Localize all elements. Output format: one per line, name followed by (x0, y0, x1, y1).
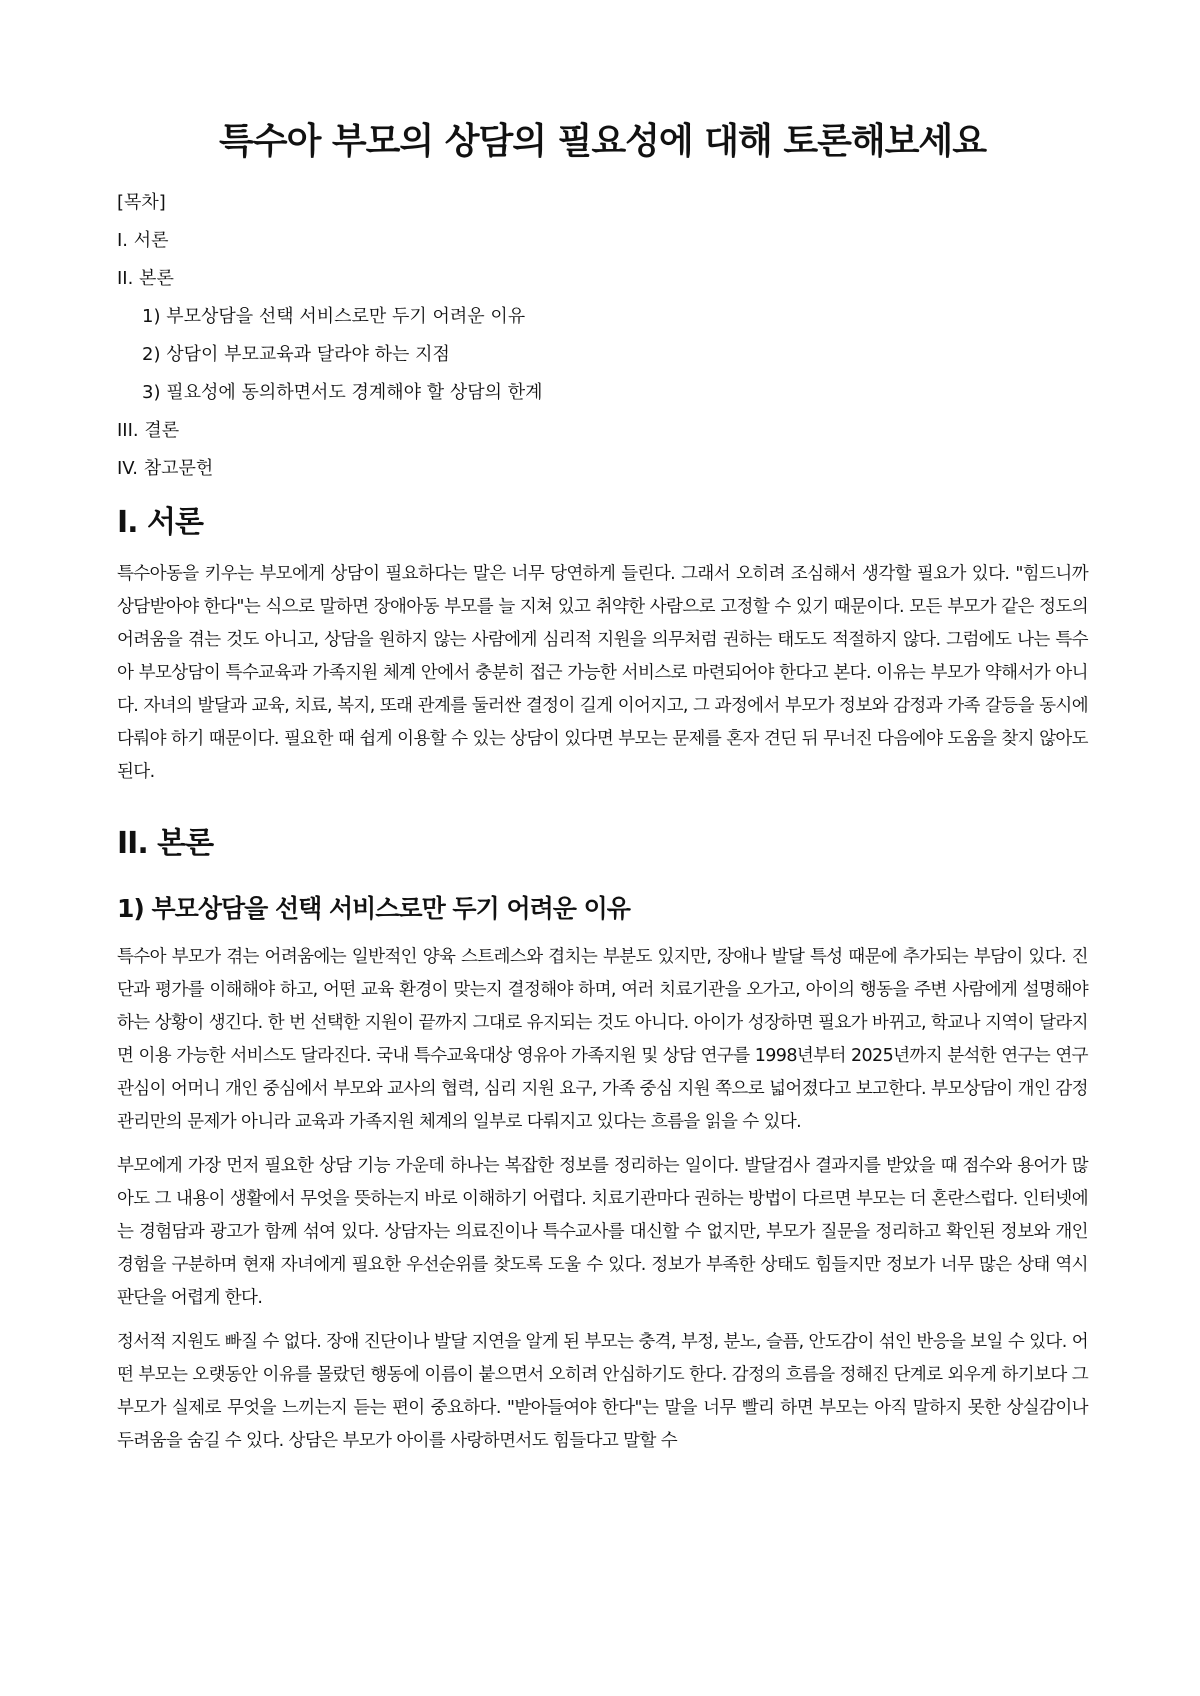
toc-item-conclusion: III. 결론 (117, 420, 180, 441)
section-heading-introduction: I. 서론 (117, 505, 203, 540)
section-heading-body: II. 본론 (117, 826, 214, 861)
toc-item-body: II. 본론 (117, 268, 174, 289)
toc-heading: [목차] (117, 192, 166, 213)
body-paragraph-2: 부모에게 가장 먼저 필요한 상담 기능 가운데 하나는 복잡한 정보를 정리하는 일이다. 발달검사 결과지를 받았을 때 점수와 용어가 많아도 그 내용이 생활에서 무엇을 뜻하는지 바로 이해하기 어렵다. 치료기관마다 권하는 방법이 다르면 부모는 더 혼란스럽다. 인터넷에는 경험담과 광고가 함께 섞여 있다. 상담자는 의료진이나 특수교사를 대신할 수 없지만, 부모가 질문을 정리하고 확인된 정보와 개인 경험을 구분하며 현재 자녀에게 필요한 우선순위를 찾도록 도울 수 있다. 정보가 부족한 상태도 힘들지만 정보가 너무 많은 상태 역시 판단을 어렵게 한다. (117, 1156, 1088, 1308)
section-spacer (117, 800, 1088, 814)
body-paragraph-1: 특수아 부모가 겪는 어려움에는 일반적인 양육 스트레스와 겹치는 부분도 있지만, 장애나 발달 특성 때문에 추가되는 부담이 있다. 진단과 평가를 이해해야 하고, 어떤 교육 환경이 맞는지 결정해야 하며, 여러 치료기관을 오가고, 아이의 행동을 주변 사람에게 설명해야 하는 상황이 생긴다. 한 번 선택한 지원이 끝까지 그대로 유지되는 것도 아니다. 아이가 성장하면 필요가 바뀌고, 학교나 지역이 달라지면 이용 가능한 서비스도 달라진다. 국내 특수교육대상 영유아 가족지원 및 상담 연구를 1998년부터 2025년까지 분석한 연구는 연구 관심이 어머니 개인 중심에서 부모와 교사의 협력, 심리 지원 요구, 가족 중심 지원 쪽으로 넓어졌다고 보고한다. 부모상담이 개인 감정 관리만의 문제가 아니라 교육과 가족지원 체계의 일부로 다뤄지고 있다는 흐름을 읽을 수 있다. (117, 947, 1088, 1132)
toc-item-references: IV. 참고문헌 (117, 458, 214, 479)
document-title: 특수아 부모의 상담의 필요성에 대해 토론해보세요 (219, 121, 986, 162)
subsection-heading-1: 1) 부모상담을 선택 서비스로만 두기 어려운 이유 (117, 894, 630, 923)
introduction-paragraph: 특수아동을 키우는 부모에게 상담이 필요하다는 말은 너무 당연하게 들린다. 그래서 오히려 조심해서 생각할 필요가 있다. "힘드니까 상담받아야 한다"는 식으로 말하면 장애아동 부모를 늘 지쳐 있고 취약한 사람으로 고정할 수 있기 때문이다. 모든 부모가 같은 정도의 어려움을 겪는 것도 아니고, 상담을 원하지 않는 사람에게 심리적 지원을 의무처럼 권하는 태도도 적절하지 않다. 그럼에도 나는 특수아 부모상담이 특수교육과 가족지원 체계 안에서 충분히 접근 가능한 서비스로 마련되어야 한다고 본다. 이유는 부모가 약해서가 아니다. 자녀의 발달과 교육, 치료, 복지, 또래 관계를 둘러싼 결정이 길게 이어지고, 그 과정에서 부모가 정보와 감정과 가족 갈등을 동시에 다뤄야 하기 때문이다. 필요한 때 쉽게 이용할 수 있는 상담이 있다면 부모는 문제를 혼자 견딘 뒤 무너진 다음에야 도움을 찾지 않아도 된다. (117, 564, 1088, 782)
toc-subitem-2: 2) 상담이 부모교육과 달라야 하는 지점 (142, 344, 450, 365)
table-of-contents (117, 190, 1088, 481)
toc-item-introduction: I. 서론 (117, 230, 169, 251)
toc-subitem-3: 3) 필요성에 동의하면서도 경계해야 할 상담의 한계 (142, 382, 543, 403)
body-paragraph-3: 정서적 지원도 빠질 수 없다. 장애 진단이나 발달 지연을 알게 된 부모는 충격, 부정, 분노, 슬픔, 안도감이 섞인 반응을 보일 수 있다. 어떤 부모는 오랫동안 이유를 몰랐던 행동에 이름이 붙으면서 오히려 안심하기도 한다. 감정의 흐름을 정해진 단계로 외우게 하기보다 그 부모가 실제로 무엇을 느끼는지 듣는 편이 중요하다. "받아들여야 한다"는 말을 너무 빨리 하면 부모는 아직 말하지 못한 상실감이나 두려움을 숨길 수 있다. 상담은 부모가 아이를 사랑하면서도 힘들다고 말할 수 (117, 1332, 1088, 1451)
toc-subitem-1: 1) 부모상담을 선택 서비스로만 두기 어려운 이유 (142, 306, 526, 327)
